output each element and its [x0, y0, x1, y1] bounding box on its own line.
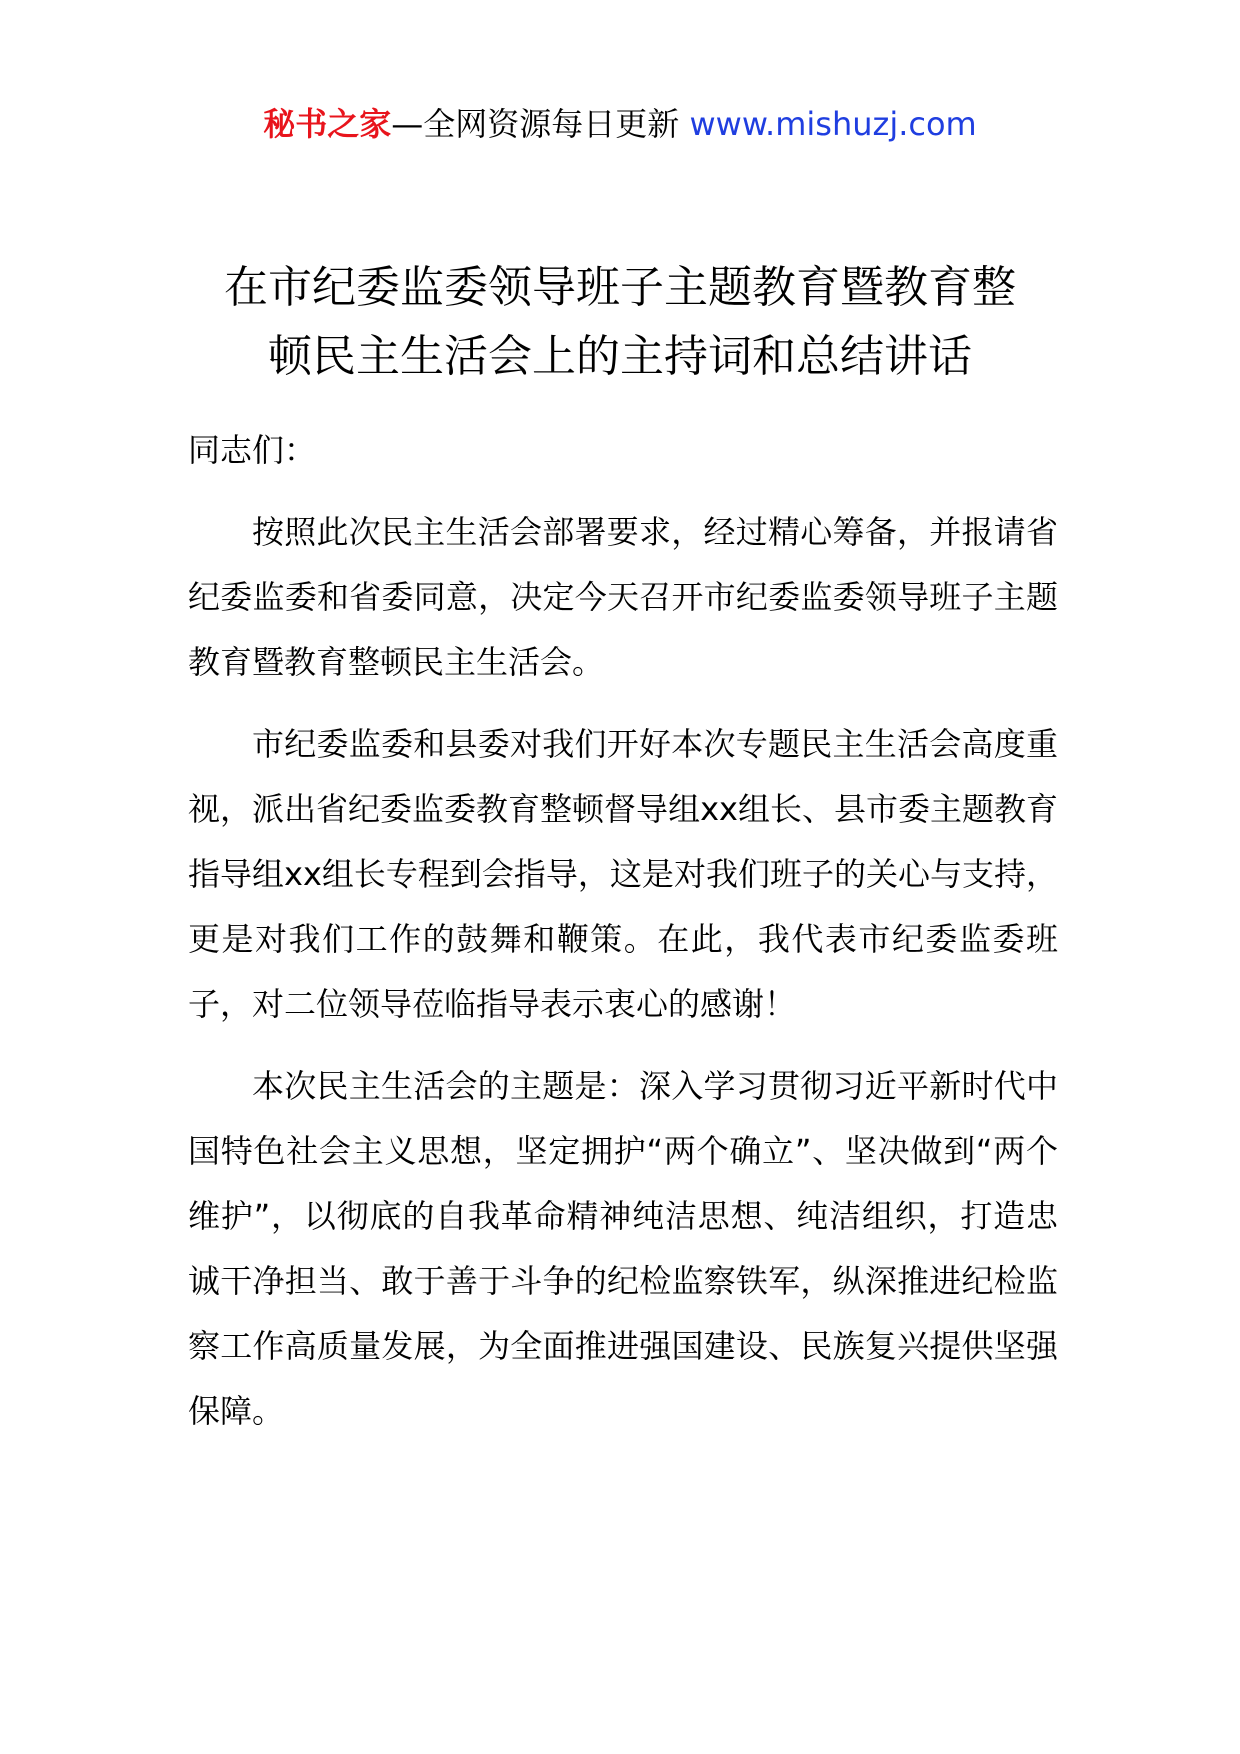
- document-title: [150, 253, 1090, 391]
- salutation: 同志们：: [188, 431, 317, 469]
- paragraph-3: 本次民主生活会的主题是：深入学习贯彻习近平新时代中国特色社会主义思想，坚定拥护“两个确立”、坚决做到“两个维护”，以彻底的自我革命精神纯洁思想、纯洁组织，打造忠诚干净担当、敢于善于斗争的纪检监察铁军，纵深推进纪检监察工作高质量发展，为全面推进强国建设、民族复兴提供坚强保障。: [188, 1067, 1058, 1430]
- paragraph-1: 按照此次民主生活会部署要求，经过精心筹备，并报请省纪委监委和省委同意，决定今天召开市纪委监委领导班子主题教育暨教育整顿民主生活会。: [188, 513, 1058, 681]
- document-title-line-2: 顿民主生活会上的主持词和总结讲话: [268, 331, 972, 382]
- site-slogan: —全网资源每日更新: [391, 105, 680, 143]
- site-brand: 秘书之家: [263, 105, 392, 143]
- site-header: [0, 102, 1240, 146]
- site-url-link[interactable]: www.mishuzj.com: [689, 105, 977, 143]
- document-title-line-1: 在市纪委监委领导班子主题教育暨教育整: [224, 262, 1016, 313]
- paragraph-2: 市纪委监委和县委对我们开好本次专题民主生活会高度重视，派出省纪委监委教育整顿督导组xx组长、县市委主题教育指导组xx组长专程到会指导，这是对我们班子的关心与支持，更是对我们工作的鼓舞和鞭策。在此，我代表市纪委监委班子，对二位领导莅临指导表示衷心的感谢！: [188, 725, 1058, 1023]
- document-body: [188, 418, 1058, 1461]
